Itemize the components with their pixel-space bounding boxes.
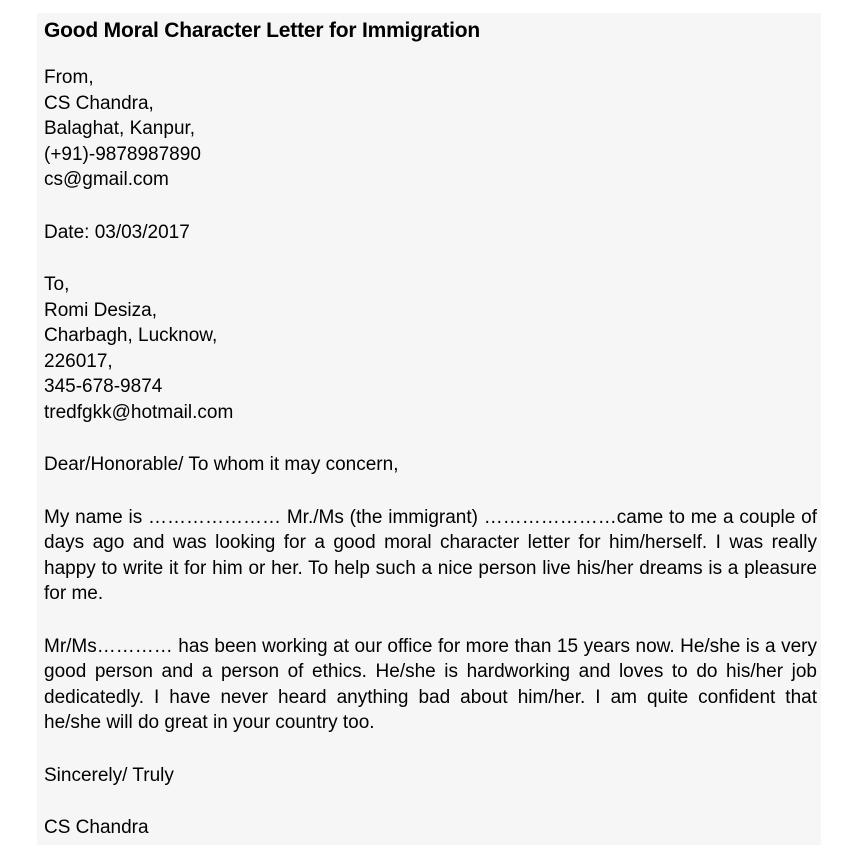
sender-email: cs@gmail.com (44, 169, 169, 190)
recipient-address: Charbagh, Lucknow, (44, 325, 218, 346)
recipient-phone: 345-678-9874 (44, 376, 163, 397)
body-paragraph-1: My name is ………………… Mr./Ms (the immigrant) …………………came to me a couple of days ago and was looking for a good moral character letter for him/herself. I was really happy to write it for him or her. To help such a nice person live his/her dreams is a pleasure for me. (44, 506, 817, 604)
sender-address: Balaghat, Kanpur, (44, 118, 196, 139)
date-line: Date: 03/03/2017 (44, 221, 190, 243)
sender-label: From, (44, 67, 94, 88)
recipient-postal-code: 226017, (44, 350, 113, 372)
sender-block (44, 65, 817, 193)
recipient-email: tredfgkk@hotmail.com (44, 401, 234, 423)
sender-name: CS Chandra, (44, 92, 154, 114)
closing: Sincerely/ Truly (44, 764, 174, 786)
salutation: Dear/Honorable/ To whom it may concern, (44, 454, 399, 475)
letter-document (37, 13, 821, 845)
signature: CS Chandra (44, 817, 149, 838)
recipient-label: To, (44, 274, 70, 295)
recipient-block (44, 272, 817, 425)
sender-phone: (+91)-9878987890 (44, 143, 201, 165)
letter-title: Good Moral Character Letter for Immigration (44, 19, 480, 42)
body-paragraph-2: Mr/Ms………… has been working at our office for more than 15 years now. He/she is a very good person and a person of ethics. He/she is hardworking and loves to do his/her job dedicatedly. I have never heard anything bad about him/her. I am quite confident that he/she will do great in your country too. (44, 635, 817, 733)
recipient-name: Romi Desiza, (44, 299, 157, 321)
